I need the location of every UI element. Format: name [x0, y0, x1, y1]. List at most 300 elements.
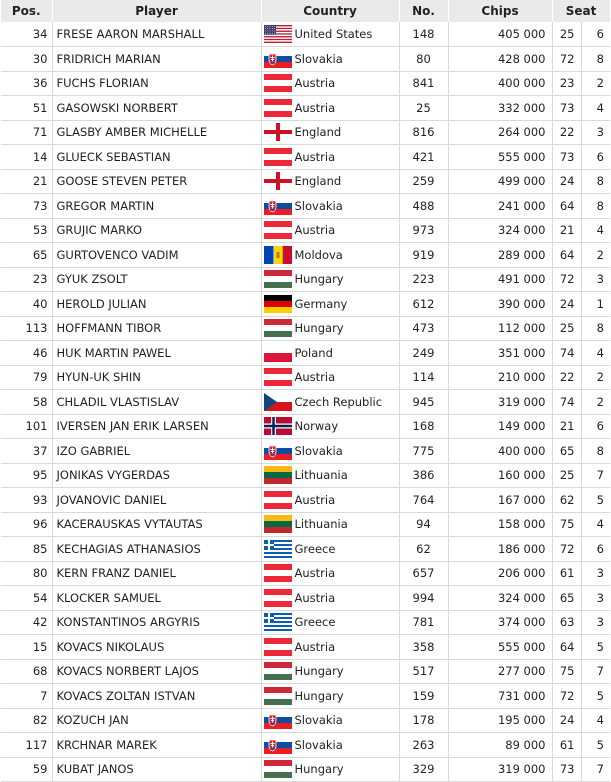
seat-number-cell: 4 — [581, 708, 610, 733]
player-number-cell: 329 — [399, 757, 448, 782]
table-number-cell: 24 — [552, 169, 581, 194]
slovakia-flag-icon — [264, 442, 292, 460]
moldova-flag-icon — [264, 246, 292, 264]
seat-number-cell: 6 — [581, 537, 610, 562]
player-name-cell: KERN FRANZ DANIEL — [52, 561, 261, 586]
table-number-cell: 24 — [552, 292, 581, 317]
country-name: Slovakia — [294, 713, 343, 728]
pos-cell: 68 — [1, 659, 52, 684]
table-row — [1, 414, 610, 439]
table-row — [1, 463, 610, 488]
country-cell — [261, 292, 399, 317]
table-number-cell: 65 — [552, 586, 581, 611]
greece-flag-icon — [264, 540, 292, 558]
table-number-cell: 64 — [552, 635, 581, 660]
chips-cell: 324 000 — [448, 586, 552, 611]
table-number-cell: 74 — [552, 341, 581, 366]
country-name: Austria — [294, 100, 336, 115]
country-cell — [261, 390, 399, 415]
seat-number-cell: 3 — [581, 586, 610, 611]
chips-cell: 158 000 — [448, 512, 552, 537]
table-row — [1, 292, 610, 317]
table-row — [1, 659, 610, 684]
country-name: Slovakia — [294, 198, 343, 213]
pos-cell: 14 — [1, 145, 52, 170]
table-row — [1, 71, 610, 96]
country-cell — [261, 586, 399, 611]
table-row — [1, 561, 610, 586]
pos-cell: 46 — [1, 341, 52, 366]
table-row — [1, 586, 610, 611]
player-number-cell: 657 — [399, 561, 448, 586]
header-pos[interactable]: Pos. — [1, 0, 52, 22]
country-cell — [261, 341, 399, 366]
country-cell — [261, 365, 399, 390]
pos-cell: 65 — [1, 243, 52, 268]
player-name-cell: FRIDRICH MARIAN — [52, 47, 261, 72]
chips-cell: 555 000 — [448, 145, 552, 170]
chips-cell: 405 000 — [448, 22, 552, 47]
country-cell — [261, 708, 399, 733]
seat-number-cell: 8 — [581, 316, 610, 341]
table-row — [1, 341, 610, 366]
country-name: Hungary — [294, 664, 344, 679]
country-cell — [261, 439, 399, 464]
lithuania-flag-icon — [264, 466, 292, 484]
us-flag-icon — [264, 25, 292, 43]
seat-number-cell: 6 — [581, 22, 610, 47]
player-name-cell: JOVANOVIC DANIEL — [52, 488, 261, 513]
country-cell — [261, 267, 399, 292]
table-row — [1, 22, 610, 47]
table-row — [1, 708, 610, 733]
country-name: Hungary — [294, 321, 344, 336]
table-number-cell: 62 — [552, 488, 581, 513]
austria-flag-icon — [264, 148, 292, 166]
header-player[interactable]: Player — [52, 0, 261, 22]
country-cell — [261, 71, 399, 96]
hungary-flag-icon — [264, 662, 292, 680]
country-name: Hungary — [294, 688, 344, 703]
player-number-cell: 841 — [399, 71, 448, 96]
table-number-cell: 64 — [552, 194, 581, 219]
player-name-cell: FUCHS FLORIAN — [52, 71, 261, 96]
player-name-cell: GRUJIC MARKO — [52, 218, 261, 243]
chips-cell: 167 000 — [448, 488, 552, 513]
pos-cell: 51 — [1, 96, 52, 121]
country-name: Hungary — [294, 762, 344, 777]
country-name: Poland — [294, 345, 333, 360]
country-cell — [261, 47, 399, 72]
seat-number-cell: 5 — [581, 733, 610, 758]
table-row — [1, 733, 610, 758]
norway-flag-icon — [264, 417, 292, 435]
country-cell — [261, 463, 399, 488]
austria-flag-icon — [264, 638, 292, 656]
seat-number-cell: 4 — [581, 512, 610, 537]
pos-cell: 59 — [1, 757, 52, 782]
country-name: Slovakia — [294, 51, 343, 66]
player-name-cell: GASOWSKI NORBERT — [52, 96, 261, 121]
country-name: Greece — [294, 615, 336, 630]
chips-cell: 319 000 — [448, 390, 552, 415]
player-name-cell: JONIKAS VYGERDAS — [52, 463, 261, 488]
player-number-cell: 919 — [399, 243, 448, 268]
seat-number-cell: 8 — [581, 194, 610, 219]
table-number-cell: 61 — [552, 733, 581, 758]
country-cell — [261, 659, 399, 684]
slovakia-flag-icon — [264, 711, 292, 729]
hungary-flag-icon — [264, 687, 292, 705]
country-cell — [261, 414, 399, 439]
chips-cell: 195 000 — [448, 708, 552, 733]
seat-number-cell: 7 — [581, 463, 610, 488]
seat-number-cell: 7 — [581, 659, 610, 684]
table-header — [1, 0, 610, 22]
country-name: Austria — [294, 492, 336, 507]
player-number-cell: 114 — [399, 365, 448, 390]
country-cell — [261, 316, 399, 341]
country-name: Hungary — [294, 272, 344, 287]
seat-number-cell: 8 — [581, 169, 610, 194]
player-name-cell: KONSTANTINOS ARGYRIS — [52, 610, 261, 635]
pos-cell: 21 — [1, 169, 52, 194]
player-name-cell: KOVACS NORBERT LAJOS — [52, 659, 261, 684]
seat-number-cell: 2 — [581, 390, 610, 415]
country-name: Greece — [294, 541, 336, 556]
seat-number-cell: 3 — [581, 561, 610, 586]
table-number-cell: 61 — [552, 561, 581, 586]
pos-cell: 117 — [1, 733, 52, 758]
country-name: Slovakia — [294, 443, 343, 458]
pos-cell: 113 — [1, 316, 52, 341]
player-number-cell: 945 — [399, 390, 448, 415]
table-number-cell: 72 — [552, 537, 581, 562]
player-name-cell: KUBAT JANOS — [52, 757, 261, 782]
seat-number-cell: 4 — [581, 218, 610, 243]
player-name-cell: GYUK ZSOLT — [52, 267, 261, 292]
seat-number-cell: 7 — [581, 757, 610, 782]
slovakia-flag-icon — [264, 197, 292, 215]
table-number-cell: 23 — [552, 71, 581, 96]
country-name: Slovakia — [294, 737, 343, 752]
player-name-cell: HUK MARTIN PAWEL — [52, 341, 261, 366]
pos-cell: 34 — [1, 22, 52, 47]
chips-cell: 149 000 — [448, 414, 552, 439]
pos-cell: 96 — [1, 512, 52, 537]
player-number-cell: 612 — [399, 292, 448, 317]
chips-cell: 206 000 — [448, 561, 552, 586]
player-number-cell: 80 — [399, 47, 448, 72]
country-cell — [261, 561, 399, 586]
player-name-cell: KECHAGIAS ATHANASIOS — [52, 537, 261, 562]
table-number-cell: 63 — [552, 610, 581, 635]
table-row — [1, 684, 610, 709]
player-number-cell: 94 — [399, 512, 448, 537]
pos-cell: 93 — [1, 488, 52, 513]
player-name-cell: GREGOR MARTIN — [52, 194, 261, 219]
seat-number-cell: 2 — [581, 71, 610, 96]
country-name: Moldova — [294, 247, 343, 262]
pos-cell: 58 — [1, 390, 52, 415]
table-number-cell: 74 — [552, 390, 581, 415]
header-no[interactable]: No. — [399, 0, 448, 22]
table-number-cell: 21 — [552, 414, 581, 439]
table-row — [1, 120, 610, 145]
hungary-flag-icon — [264, 760, 292, 778]
pos-cell: 85 — [1, 537, 52, 562]
pos-cell: 79 — [1, 365, 52, 390]
country-name: Austria — [294, 639, 336, 654]
chips-cell: 400 000 — [448, 439, 552, 464]
player-name-cell: KLOCKER SAMUEL — [52, 586, 261, 611]
chips-cell: 160 000 — [448, 463, 552, 488]
seat-number-cell: 3 — [581, 120, 610, 145]
table-row — [1, 635, 610, 660]
england-flag-icon — [264, 172, 292, 190]
country-name: Austria — [294, 149, 336, 164]
chips-cell: 491 000 — [448, 267, 552, 292]
chips-cell: 324 000 — [448, 218, 552, 243]
germany-flag-icon — [264, 295, 292, 313]
country-name: United States — [294, 27, 373, 41]
country-cell — [261, 610, 399, 635]
country-cell — [261, 194, 399, 219]
pos-cell: 73 — [1, 194, 52, 219]
table-number-cell: 25 — [552, 463, 581, 488]
country-cell — [261, 243, 399, 268]
table-number-cell: 73 — [552, 96, 581, 121]
austria-flag-icon — [264, 99, 292, 117]
seat-number-cell: 4 — [581, 96, 610, 121]
table-number-cell: 24 — [552, 708, 581, 733]
country-name: Austria — [294, 566, 336, 581]
country-cell — [261, 512, 399, 537]
table-number-cell: 73 — [552, 145, 581, 170]
country-name: Lithuania — [294, 517, 348, 532]
pos-cell: 7 — [1, 684, 52, 709]
austria-flag-icon — [264, 368, 292, 386]
chips-cell: 112 000 — [448, 316, 552, 341]
table-number-cell: 65 — [552, 439, 581, 464]
chips-cell: 89 000 — [448, 733, 552, 758]
header-country[interactable]: Country — [261, 0, 399, 22]
player-number-cell: 25 — [399, 96, 448, 121]
player-name-cell: GLUECK SEBASTIAN — [52, 145, 261, 170]
table-number-cell: 72 — [552, 47, 581, 72]
player-number-cell: 421 — [399, 145, 448, 170]
player-number-cell: 973 — [399, 218, 448, 243]
player-number-cell: 358 — [399, 635, 448, 660]
table-row — [1, 512, 610, 537]
player-number-cell: 775 — [399, 439, 448, 464]
country-cell — [261, 22, 399, 47]
country-cell — [261, 145, 399, 170]
pos-cell: 53 — [1, 218, 52, 243]
pos-cell: 15 — [1, 635, 52, 660]
austria-flag-icon — [264, 491, 292, 509]
player-name-cell: HEROLD JULIAN — [52, 292, 261, 317]
table-row — [1, 267, 610, 292]
table-row — [1, 243, 610, 268]
table-row — [1, 390, 610, 415]
player-name-cell: KRCHNAR MAREK — [52, 733, 261, 758]
chips-cell: 731 000 — [448, 684, 552, 709]
player-number-cell: 148 — [399, 22, 448, 47]
player-name-cell: KOVACS ZOLTAN ISTVAN — [52, 684, 261, 709]
header-chips[interactable]: Chips — [448, 0, 552, 22]
table-number-cell: 72 — [552, 684, 581, 709]
chips-cell: 374 000 — [448, 610, 552, 635]
seat-number-cell: 5 — [581, 635, 610, 660]
seat-number-cell: 8 — [581, 47, 610, 72]
pos-cell: 80 — [1, 561, 52, 586]
player-name-cell: KOZUCH JAN — [52, 708, 261, 733]
table-row — [1, 365, 610, 390]
table-number-cell: 75 — [552, 659, 581, 684]
player-name-cell: KACERAUSKAS VYTAUTAS — [52, 512, 261, 537]
player-number-cell: 249 — [399, 341, 448, 366]
seat-number-cell: 5 — [581, 684, 610, 709]
table-number-cell: 75 — [552, 512, 581, 537]
player-name-cell: GURTOVENCO VADIM — [52, 243, 261, 268]
austria-flag-icon — [264, 221, 292, 239]
pos-cell: 37 — [1, 439, 52, 464]
lithuania-flag-icon — [264, 515, 292, 533]
chip-count-table — [1, 0, 611, 782]
table-row — [1, 316, 610, 341]
table-row — [1, 488, 610, 513]
slovakia-flag-icon — [264, 736, 292, 754]
table-number-cell: 25 — [552, 22, 581, 47]
player-number-cell: 168 — [399, 414, 448, 439]
table-number-cell: 64 — [552, 243, 581, 268]
table-number-cell: 22 — [552, 120, 581, 145]
chips-cell: 186 000 — [448, 537, 552, 562]
header-seat[interactable]: Seat — [552, 0, 610, 22]
chips-cell: 210 000 — [448, 365, 552, 390]
country-cell — [261, 684, 399, 709]
chips-cell: 400 000 — [448, 71, 552, 96]
player-number-cell: 259 — [399, 169, 448, 194]
player-number-cell: 517 — [399, 659, 448, 684]
player-name-cell: HYUN-UK SHIN — [52, 365, 261, 390]
pos-cell: 42 — [1, 610, 52, 635]
hungary-flag-icon — [264, 270, 292, 288]
pos-cell: 54 — [1, 586, 52, 611]
seat-number-cell: 3 — [581, 610, 610, 635]
seat-number-cell: 2 — [581, 243, 610, 268]
table-row — [1, 537, 610, 562]
player-number-cell: 816 — [399, 120, 448, 145]
table-row — [1, 194, 610, 219]
country-cell — [261, 169, 399, 194]
seat-number-cell: 8 — [581, 439, 610, 464]
player-number-cell: 263 — [399, 733, 448, 758]
country-name: England — [294, 125, 342, 140]
table-row — [1, 96, 610, 121]
chips-cell: 289 000 — [448, 243, 552, 268]
czech-flag-icon — [264, 393, 292, 411]
country-cell — [261, 733, 399, 758]
chips-cell: 390 000 — [448, 292, 552, 317]
table-number-cell: 25 — [552, 316, 581, 341]
greece-flag-icon — [264, 613, 292, 631]
table-number-cell: 73 — [552, 757, 581, 782]
pos-cell: 40 — [1, 292, 52, 317]
table-row — [1, 218, 610, 243]
country-cell — [261, 488, 399, 513]
player-name-cell: FRESE AARON MARSHALL — [52, 22, 261, 47]
table-row — [1, 169, 610, 194]
chips-cell: 277 000 — [448, 659, 552, 684]
pos-cell: 71 — [1, 120, 52, 145]
seat-number-cell: 6 — [581, 145, 610, 170]
hungary-flag-icon — [264, 319, 292, 337]
seat-number-cell: 3 — [581, 267, 610, 292]
player-number-cell: 386 — [399, 463, 448, 488]
country-cell — [261, 96, 399, 121]
player-number-cell: 781 — [399, 610, 448, 635]
seat-number-cell: 2 — [581, 365, 610, 390]
country-cell — [261, 120, 399, 145]
table-row — [1, 145, 610, 170]
country-name: Czech Republic — [294, 394, 383, 409]
player-name-cell: CHLADIL VLASTISLAV — [52, 390, 261, 415]
england-flag-icon — [264, 123, 292, 141]
pos-cell: 95 — [1, 463, 52, 488]
player-number-cell: 62 — [399, 537, 448, 562]
pos-cell: 101 — [1, 414, 52, 439]
chips-cell: 499 000 — [448, 169, 552, 194]
chips-cell: 241 000 — [448, 194, 552, 219]
player-number-cell: 488 — [399, 194, 448, 219]
poland-flag-icon — [264, 344, 292, 362]
table-row — [1, 439, 610, 464]
pos-cell: 23 — [1, 267, 52, 292]
country-name: Norway — [294, 419, 339, 434]
country-name: England — [294, 174, 342, 189]
country-name: Lithuania — [294, 468, 348, 483]
country-name: Austria — [294, 223, 336, 238]
chips-cell: 428 000 — [448, 47, 552, 72]
austria-flag-icon — [264, 564, 292, 582]
player-number-cell: 764 — [399, 488, 448, 513]
player-name-cell: HOFFMANN TIBOR — [52, 316, 261, 341]
slovakia-flag-icon — [264, 50, 292, 68]
seat-number-cell: 5 — [581, 488, 610, 513]
chips-cell: 351 000 — [448, 341, 552, 366]
seat-number-cell: 4 — [581, 341, 610, 366]
country-name: Austria — [294, 370, 336, 385]
country-name: Austria — [294, 76, 336, 91]
country-cell — [261, 635, 399, 660]
table-row — [1, 610, 610, 635]
country-name: Germany — [294, 296, 348, 311]
austria-flag-icon — [264, 74, 292, 92]
player-name-cell: IZO GABRIEL — [52, 439, 261, 464]
player-number-cell: 178 — [399, 708, 448, 733]
austria-flag-icon — [264, 589, 292, 607]
pos-cell: 30 — [1, 47, 52, 72]
table-number-cell: 22 — [552, 365, 581, 390]
player-number-cell: 159 — [399, 684, 448, 709]
player-number-cell: 223 — [399, 267, 448, 292]
table-number-cell: 21 — [552, 218, 581, 243]
chips-cell: 332 000 — [448, 96, 552, 121]
player-name-cell: GOOSE STEVEN PETER — [52, 169, 261, 194]
table-number-cell: 72 — [552, 267, 581, 292]
